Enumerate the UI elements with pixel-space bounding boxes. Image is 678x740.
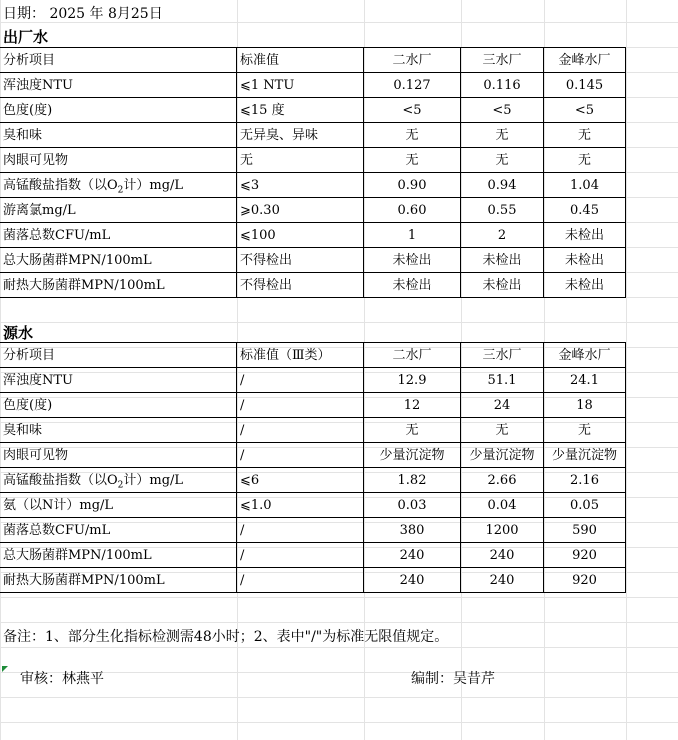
table-cell[interactable]: 无 [237, 148, 364, 173]
grid-row-line [0, 597, 678, 598]
table-cell[interactable]: 1.04 [544, 173, 626, 198]
table-cell[interactable]: 0.90 [364, 173, 461, 198]
table-cell[interactable]: 无 [544, 148, 626, 173]
table-cell[interactable]: 未检出 [544, 273, 626, 298]
table-cell[interactable]: 臭和味 [0, 418, 237, 443]
table-cell[interactable]: 240 [364, 543, 461, 568]
column-header[interactable]: 分析项目 [0, 343, 237, 368]
table-cell[interactable]: / [237, 518, 364, 543]
report-date: 日期： 2025 年 8月25日 [3, 6, 163, 22]
table-cell[interactable]: 380 [364, 518, 461, 543]
table-cell[interactable]: 总大肠菌群MPN/100mL [0, 248, 237, 273]
table-cell[interactable]: / [237, 543, 364, 568]
table-row [0, 98, 626, 123]
column-header[interactable]: 金峰水厂 [544, 48, 626, 73]
section-title-source: 源水 [3, 324, 34, 342]
grid-row-line [0, 322, 678, 323]
table-header-row [0, 48, 626, 73]
table-row [0, 443, 626, 468]
table-cell[interactable]: ⩾0.30 [237, 198, 364, 223]
table-cell[interactable]: 浑浊度NTU [0, 73, 237, 98]
table-row [0, 468, 626, 493]
table-cell[interactable]: <5 [461, 98, 544, 123]
table-cell[interactable]: 无 [364, 418, 461, 443]
table-cell[interactable]: 氨（以N计）mg/L [0, 493, 237, 518]
table-cell[interactable]: 未检出 [364, 273, 461, 298]
table-cell[interactable]: 0.04 [461, 493, 544, 518]
table-cell[interactable]: 920 [544, 543, 626, 568]
table-row [0, 248, 626, 273]
table-cell[interactable]: 色度(度) [0, 98, 237, 123]
table-cell[interactable]: 高锰酸盐指数（以$O_2$计）mg/L [0, 173, 237, 198]
column-header[interactable]: 标准值（Ⅲ类） [237, 343, 364, 368]
table-cell[interactable]: ⩽1 NTU [237, 73, 364, 98]
column-header[interactable]: 三水厂 [461, 48, 544, 73]
table-cell[interactable]: 0.94 [461, 173, 544, 198]
table-cell[interactable]: 少量沉淀物 [544, 443, 626, 468]
table-cell[interactable]: 少量沉淀物 [364, 443, 461, 468]
table-cell[interactable]: 0.55 [461, 198, 544, 223]
table-cell[interactable]: 18 [544, 393, 626, 418]
table-cell[interactable]: 0.127 [364, 73, 461, 98]
column-header[interactable]: 标准值 [237, 48, 364, 73]
table-cell[interactable]: / [237, 368, 364, 393]
table-row [0, 568, 626, 593]
source-table-frame [0, 342, 626, 593]
table-cell[interactable]: 无 [364, 123, 461, 148]
table-row [0, 173, 626, 198]
table-cell[interactable]: 12.9 [364, 368, 461, 393]
table-cell[interactable]: 不得检出 [237, 273, 364, 298]
table-row [0, 198, 626, 223]
table-cell[interactable]: 未检出 [544, 223, 626, 248]
table-cell[interactable]: / [237, 418, 364, 443]
table-cell[interactable]: 未检出 [461, 273, 544, 298]
table-cell[interactable]: 240 [461, 568, 544, 593]
table-cell[interactable]: 590 [544, 518, 626, 543]
table-cell[interactable]: 2 [461, 223, 544, 248]
column-header[interactable]: 三水厂 [461, 343, 544, 368]
table-cell[interactable]: 240 [364, 568, 461, 593]
table-row [0, 543, 626, 568]
table-cell[interactable]: ⩽1.0 [237, 493, 364, 518]
table-cell[interactable]: 0.116 [461, 73, 544, 98]
table-header-row [0, 343, 626, 368]
table-cell[interactable]: / [237, 393, 364, 418]
table-row [0, 368, 626, 393]
table-cell[interactable]: 肉眼可见物 [0, 443, 237, 468]
table-cell[interactable]: 920 [544, 568, 626, 593]
table-cell[interactable]: 未检出 [364, 248, 461, 273]
table-cell[interactable]: 菌落总数CFU/mL [0, 518, 237, 543]
table-cell[interactable]: ⩽100 [237, 223, 364, 248]
table-cell[interactable]: 0.145 [544, 73, 626, 98]
table-cell[interactable]: 24 [461, 393, 544, 418]
column-header[interactable]: 二水厂 [364, 343, 461, 368]
grid-row-line [0, 697, 678, 698]
table-cell[interactable]: 无 [461, 123, 544, 148]
table-cell[interactable]: 游离氯mg/L [0, 198, 237, 223]
table-cell[interactable]: 耐热大肠菌群MPN/100mL [0, 273, 237, 298]
table-cell[interactable]: 2.16 [544, 468, 626, 493]
table-cell[interactable]: 24.1 [544, 368, 626, 393]
table-row [0, 273, 626, 298]
table-cell[interactable]: ⩽6 [237, 468, 364, 493]
table-cell[interactable]: 0.03 [364, 493, 461, 518]
table-cell[interactable]: 无 [461, 418, 544, 443]
table-cell[interactable]: ⩽15 度 [237, 98, 364, 123]
table-row [0, 493, 626, 518]
cell-comment-marker [2, 666, 8, 672]
table-cell[interactable]: 色度(度) [0, 393, 237, 418]
table-cell[interactable]: <5 [544, 98, 626, 123]
table-cell[interactable]: 无 [544, 418, 626, 443]
table-cell[interactable]: 耐热大肠菌群MPN/100mL [0, 568, 237, 593]
column-header[interactable]: 分析项目 [0, 48, 237, 73]
table-cell[interactable]: 无 [461, 148, 544, 173]
grid-row-line [0, 647, 678, 648]
table-cell[interactable]: 1 [364, 223, 461, 248]
table-cell[interactable]: ⩽3 [237, 173, 364, 198]
table-row [0, 148, 626, 173]
column-header[interactable]: 二水厂 [364, 48, 461, 73]
grid-column-line [626, 0, 627, 740]
table-cell[interactable]: 浑浊度NTU [0, 368, 237, 393]
table-cell[interactable]: 无异臭、异味 [237, 123, 364, 148]
table-cell[interactable]: 0.45 [544, 198, 626, 223]
table-row [0, 123, 626, 148]
grid-row-line [0, 722, 678, 723]
table-cell[interactable]: 2.66 [461, 468, 544, 493]
table-cell[interactable]: <5 [364, 98, 461, 123]
table-cell[interactable]: 未检出 [544, 248, 626, 273]
table-cell[interactable]: 高锰酸盐指数（以$O_2$计）mg/L [0, 468, 237, 493]
table-cell[interactable]: 未检出 [461, 248, 544, 273]
editor-label: 编制：吴昔芹 [411, 671, 495, 687]
table-cell[interactable]: / [237, 443, 364, 468]
table-cell[interactable]: 肉眼可见物 [0, 148, 237, 173]
outlet-table-frame [0, 47, 626, 298]
table-cell[interactable]: 0.60 [364, 198, 461, 223]
grid-row-line [0, 622, 678, 623]
table-row [0, 393, 626, 418]
table-cell[interactable]: 1.82 [364, 468, 461, 493]
table-cell[interactable]: 无 [364, 148, 461, 173]
table-cell[interactable]: 菌落总数CFU/mL [0, 223, 237, 248]
table-row [0, 518, 626, 543]
reviewer-label: 审核：林燕平 [20, 671, 104, 687]
table-cell[interactable]: 1200 [461, 518, 544, 543]
table-cell[interactable]: 不得检出 [237, 248, 364, 273]
table-cell[interactable]: 12 [364, 393, 461, 418]
footnote: 备注：1、部分生化指标检测需48小时；2、表中"/"为标准无限值规定。 [3, 629, 449, 645]
table-cell[interactable]: 240 [461, 543, 544, 568]
table-row [0, 73, 626, 98]
table-row [0, 418, 626, 443]
table-cell[interactable]: 总大肠菌群MPN/100mL [0, 543, 237, 568]
section-title-outlet: 出厂水 [3, 28, 49, 46]
table-cell[interactable]: 0.05 [544, 493, 626, 518]
table-cell[interactable]: 臭和味 [0, 123, 237, 148]
table-row [0, 223, 626, 248]
table-cell[interactable]: 无 [544, 123, 626, 148]
table-cell[interactable]: / [237, 568, 364, 593]
table-cell[interactable]: 51.1 [461, 368, 544, 393]
table-cell[interactable]: 少量沉淀物 [461, 443, 544, 468]
column-header[interactable]: 金峰水厂 [544, 343, 626, 368]
